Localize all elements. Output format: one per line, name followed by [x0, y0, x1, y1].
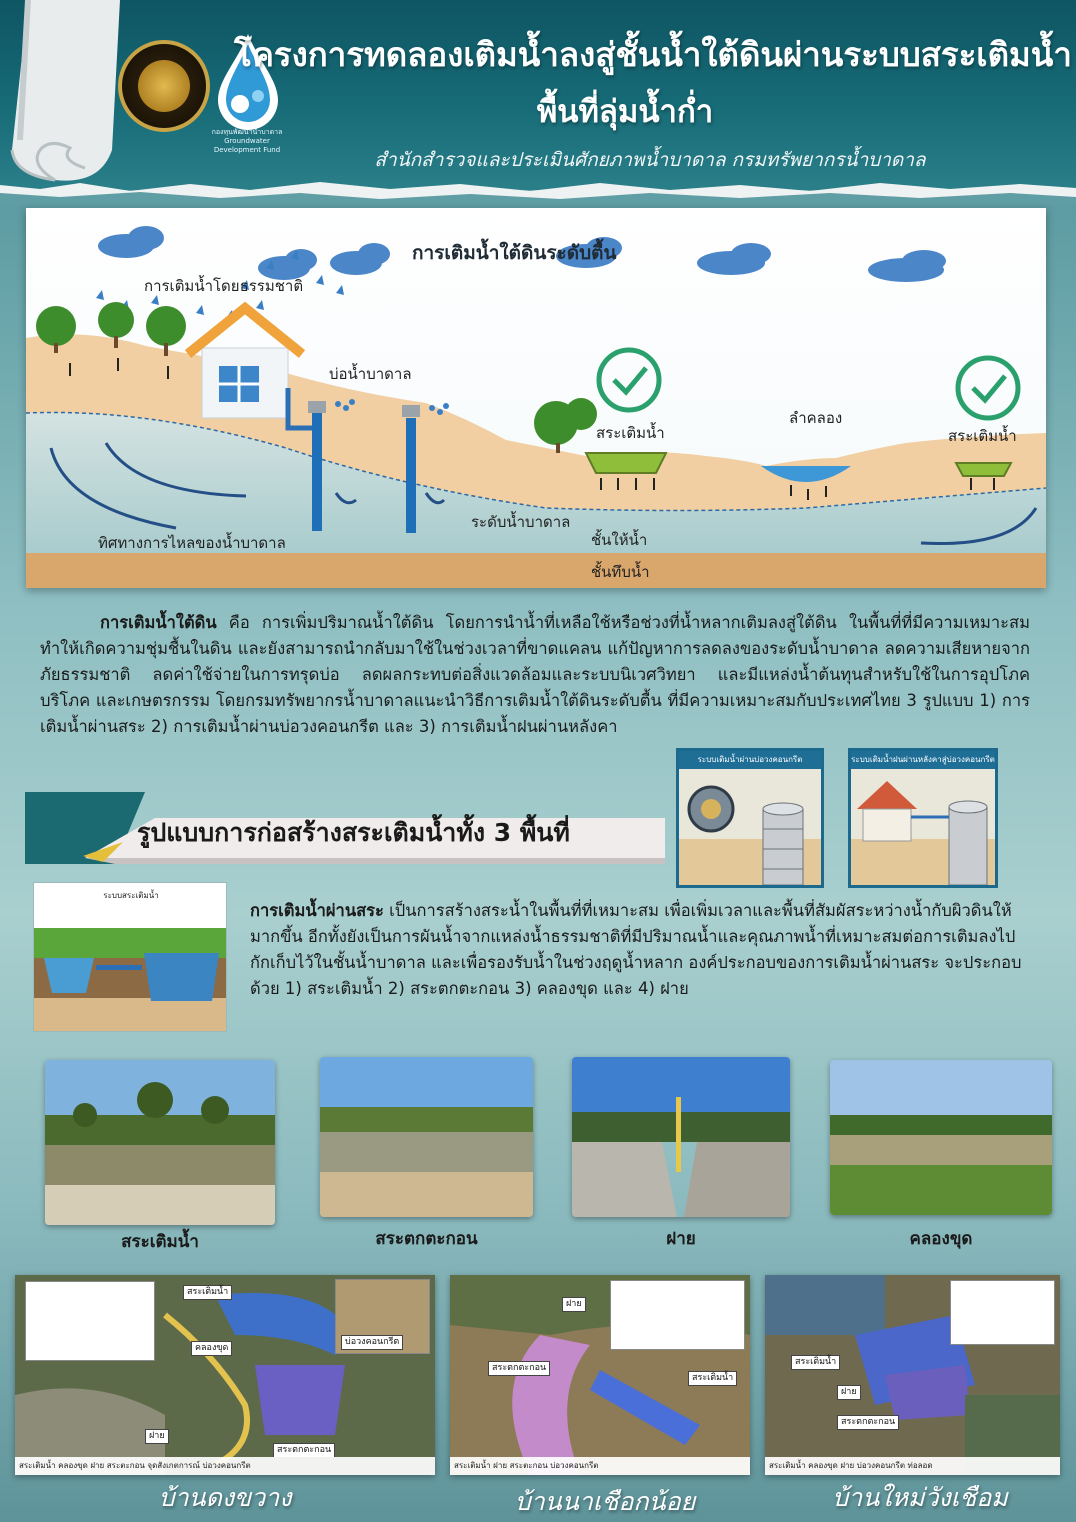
map-legend: สระเติมน้ำ ฝาย สระตะกอน บ่อวงคอนกรีต — [450, 1457, 750, 1475]
photo-dug-canal — [830, 1060, 1052, 1215]
map-tag: สระเติมน้ำ — [688, 1371, 737, 1386]
map-tag: คลองขุด — [191, 1341, 232, 1356]
site-plan-inset — [950, 1280, 1055, 1345]
photo-caption: สระตกตะกอน — [375, 1229, 478, 1249]
map-tag: สระตกตะกอน — [488, 1361, 550, 1376]
pond-body: เป็นการสร้างสระน้ำในพื้นที่ที่เหมาะสม เพื่อเพิ่มเวลาและพื้นที่สัมผัสระหว่างน้ำกับผิวดินให้มากขึ้น อีกทั้งยังเป็นการผันน้ำจากแหล่งน้ำธรรมชาติที่มีปริมาณน้ำและคุณภาพน้ำที่เหมาะสมต่อการเติมลงไปกักเก็บไว้ในชั้นน้ำบาดาล และเพื่อรองรับน้ำในช่วงฤดูน้ำหลาก องค์ประกอบของการเติมน้ำผ่านสระ จะประกอบด้วย 1) สระเติมน้ำ 2) สระตกตะกอน 3) คลองขุด และ 4) ฝาย — [250, 901, 1022, 998]
shallow-recharge-diagram — [26, 208, 1046, 588]
map-legend: สระเติมน้ำ คลองขุด ฝาย บ่อวงคอนกรีต ท่อลอด — [765, 1457, 1060, 1475]
thumb-title: ระบบเติมน้ำผ่านบ่อวงคอนกรีต — [679, 751, 821, 769]
label-flow-direction: ทิศทางการไหลของน้ำบาดาล — [98, 534, 286, 552]
pond-diagram-title: ระบบสระเติมน้ำ — [103, 891, 159, 900]
label-water-table: ระดับน้ำบาดาล — [471, 513, 571, 531]
intro-body: คือ การเพิ่มปริมาณน้ำใต้ดิน โดยการนำน้ำที่เหลือใช้หรือช่วงที่น้ำหลากเติมลงสู่ใต้ดิน ในพื้นที่ที่มีความเหมาะสม ทำให้เกิดความชุ่มชื้นในดิน และยังสามารถนำกลับมาใช้ในช่วงเวลาที่ขาดแคลน แก้ปัญหาการลดลงของระดับน้ำบาดาล ลดความเสียหายจากภัยธรรมชาติ ลดค่าใช้จ่ายในการทรุดบ่อ ลดผลกระทบต่อสิ่งแวดล้อมและระบบนิเวศวิทยา และมีแหล่งน้ำต้นทุนสำหรับใช้ในการอุปโภค บริโภค และเกษตรกรรม โดยกรมทรัพยากรน้ำบาดาลแนะนำวิธีการเติมน้ำใต้ดินระดับตื้น ที่มีความเหมาะสมกับประเทศไทย 3 รูปแบบ 1) การเติมน้ำผ่านสระ 2) การเติมน้ำผ่านบ่อวงคอนกรีต และ 3) การเติมน้ำฝนผ่านหลังคา — [40, 613, 1030, 736]
intro-term: การเติมน้ำใต้ดิน — [100, 613, 217, 632]
label-canal: ลำคลอง — [789, 409, 843, 427]
pond-term: การเติมน้ำผ่านสระ — [250, 901, 384, 920]
village-name: บ้านใหม่วังเชือม — [832, 1483, 1008, 1512]
photo-sediment-pond — [320, 1057, 533, 1217]
photo-weir — [572, 1057, 790, 1217]
label-groundwater-well: บ่อน้ำบาดาล — [329, 365, 412, 383]
photo-caption: ฝาย — [666, 1229, 696, 1249]
map-tag: สระตกตะกอน — [273, 1443, 335, 1458]
page-title: โครงการทดลองเติมน้ำลงสู่ชั้นน้ำใต้ดินผ่านระบบสระเติมน้ำ — [234, 35, 1072, 74]
village-name: บ้านนาเชือกน้อย — [514, 1487, 696, 1516]
aerial-ban-dong-khwang — [15, 1275, 435, 1475]
aerial-ban-na-chueak-noi — [450, 1275, 750, 1475]
photo-recharge-pond — [45, 1060, 275, 1225]
site-plan-inset — [25, 1281, 155, 1361]
label-recharge-pond-left: สระเติมน้ำ — [596, 424, 665, 442]
aerial-ban-mai-wang-chueam — [765, 1275, 1060, 1475]
intro-paragraph — [40, 610, 1030, 740]
map-tag: ฝาย — [837, 1385, 861, 1400]
thumb-title: ระบบเติมน้ำฝนผ่านหลังคาสู่บ่อวงคอนกรีต — [851, 751, 995, 769]
map-tag: สระเติมน้ำ — [183, 1285, 232, 1300]
village-name: บ้านดงขวาง — [158, 1483, 292, 1512]
label-natural-recharge: การเติมน้ำโดยธรรมชาติ — [144, 277, 304, 295]
map-tag: ฝาย — [145, 1429, 169, 1444]
site-plan-inset — [610, 1280, 745, 1350]
page-subtitle: สำนักสำรวจและประเมินศักยภาพน้ำบาดาล กรมทรัพยากรน้ำบาดาล — [374, 149, 926, 171]
map-tag: สระตกตะกอน — [837, 1415, 899, 1430]
fund-logo-caption: กองทุนพัฒนาน้ำบาดาล Groundwater Development Fund — [211, 128, 283, 154]
roof-recharge-illustration — [851, 769, 998, 888]
pond-paragraph — [250, 898, 1035, 1002]
concrete-well-diagram-thumb — [676, 748, 824, 888]
concrete-well-illustration — [679, 769, 824, 888]
photo-caption: คลองขุด — [909, 1229, 973, 1249]
map-tag: สระเติมน้ำ — [791, 1355, 840, 1370]
label-recharge-pond-right: สระเติมน้ำ — [948, 427, 1017, 445]
diagram-title: การเติมน้ำใต้ดินระดับตื้น — [412, 242, 617, 264]
label-aquifer: ชั้นให้น้ำ — [591, 531, 648, 549]
map-tag: ฝาย — [562, 1297, 586, 1312]
recharge-pond-diagram — [33, 882, 227, 1032]
recharge-pond-illustration — [34, 883, 227, 1032]
map-tag: บ่อวงคอนกรีต — [341, 1335, 403, 1350]
section-heading: รูปแบบการก่อสร้างสระเติมน้ำทั้ง 3 พื้นที่ — [137, 818, 570, 847]
label-confining-layer: ชั้นทึบน้ำ — [591, 563, 650, 581]
photo-caption: สระเติมน้ำ — [121, 1232, 199, 1252]
roof-recharge-diagram-thumb — [848, 748, 998, 888]
department-seal-logo — [118, 40, 210, 132]
paper-scroll-decoration — [0, 0, 135, 190]
torn-paper-edge — [0, 175, 1076, 205]
map-legend: สระเติมน้ำ คลองขุด ฝาย สระตะกอน จุดสังเกตการณ์ บ่อวงคอนกรีต — [15, 1457, 435, 1475]
page-title-line2: พื้นที่ลุ่มน้ำก่ำ — [536, 94, 714, 130]
